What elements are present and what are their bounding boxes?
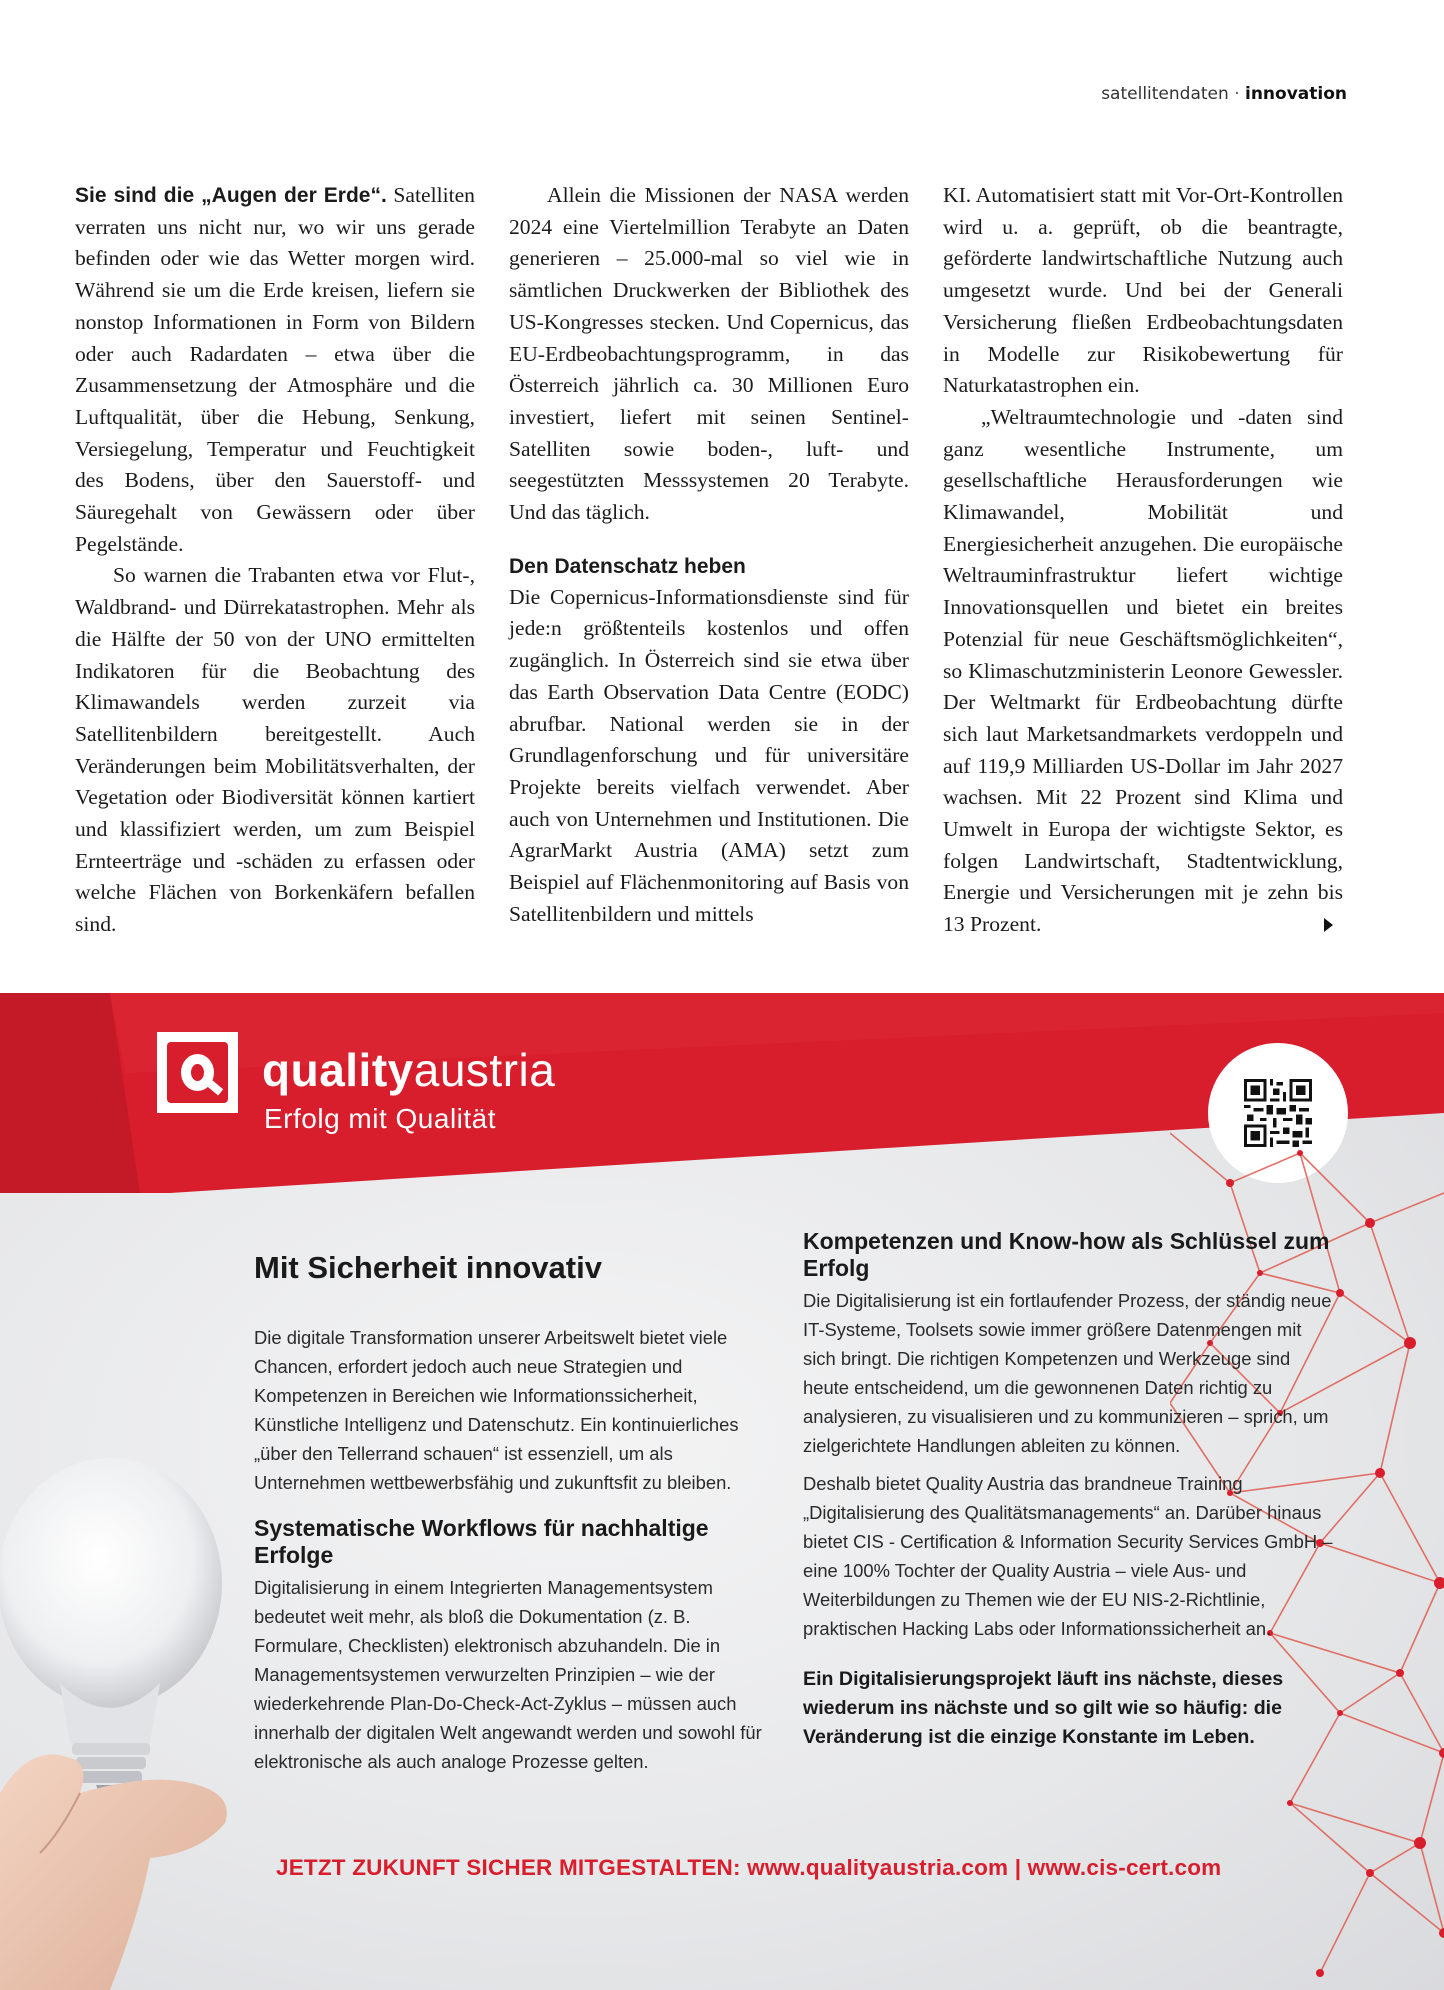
ad-heading-kompetenzen: Kompetenzen und Know-how als Schlüssel zum Erfolg [803, 1228, 1330, 1281]
brand-bold: quality [262, 1044, 414, 1096]
article-column-2 [509, 180, 909, 941]
ad-title: Mit Sicherheit innovativ [254, 1250, 602, 1285]
logo-icon [157, 1032, 238, 1113]
paragraph [943, 402, 1343, 941]
ad-intro: Die digitale Transformation unserer Arbeitswelt bietet viele Chancen, erfordert jedoch auch neue Strategien und Kompetenzen in Bereichen wie Informationssicherheit, Künstliche Intelligenz und Datenschutz. Ein kontinuierliches „über den Tellerrand schauen“ ist essenziell, um als Unternehmen wettbewerbsfähig und zukunftsfit zu bleiben. [254, 1327, 739, 1493]
article-column-1 [75, 180, 475, 941]
header-separator: · [1234, 84, 1240, 104]
brand-slogan: Erfolg mit Qualität [264, 1103, 497, 1134]
ad-closing-statement: Ein Digitalisierungsprojekt läuft ins nächste, dieses wiederum ins nächste und so gilt wie so häufig: die Veränderung ist die einzige Konstante im Leben. [803, 1668, 1284, 1748]
continue-arrow-icon [1324, 918, 1333, 932]
paragraph: Die Copernicus-Informationsdienste sind für jede:n größtenteils kostenlos und offen zugänglich. In Österreich sind sie etwa über das Earth Observation Data Centre (EODC) abrufbar. National werden sie in der Grundlagenforschung und für universitäre Projekte bereits vielfach verwendet. Aber auch von Unternehmen und Institutionen. Die AgrarMarkt Austria (AMA) setzt zum Beispiel auf Flächenmonitoring auf Basis von Satellitenbildern und mittels [509, 584, 909, 926]
lead-in: Sie sind die „Augen der Erde“. [75, 184, 387, 207]
ad-right-column [803, 1228, 1333, 1761]
ad-training-text: Deshalb bietet Quality Austria das brandneue Training „Digitalisierung des Qualitätsmanagements“ an. Darüber hinaus bietet CIS - Certification & Information Security Services GmbH – eine 100% Tochter der Quality Austria – viele Aus- und Weiterbildungen zu Themen wie der EU NIS-2-Richtlinie, praktischen Hacking Labs oder Informationssicherheit an. [803, 1473, 1333, 1639]
paragraph-text: „Weltraumtechnologie und -daten sind ganz wesentliche Instrumente, um gesellschaftliche Herausforderungen wie Klimawandel, Mobilität und Energiesicherheit anzugehen. Die europäische Weltrauminfrastruktur liefert wichtige Innovationsquellen und bietet ein breites Potenzial für neue Geschäftsmöglichkeiten“, so Klimaschutzministerin Leonore Gewessler. Der Weltmarkt für Erdbeobachtung dürfte sich laut Marketsandmarkets verdoppeln und auf 119,9 Milliarden US-Dollar im Jahr 2027 wachsen. Mit 22 Prozent sind Klima und Umwelt in Europa der wichtigste Sektor, es folgen Landwirtschaft, Stadtentwicklung, Energie und Versicherungen mit je zehn bis 13 Prozent. [943, 404, 1343, 937]
ad-workflows-text: Digitalisierung in einem Integrierten Managementsystem bedeutet weit mehr, als bloß die Dokumentation (z. B. Formulare, Checklisten) elektronisch abzuhandeln. Die in Managementsystemen verwurzelten Prinzipien – wie der wiederkehrende Plan-Do-Check-Act-Zyklus – müssen auch innerhalb der digitalen Welt angewandt werden und sowohl für elektronische als auch analoge Prozesse gelten. [254, 1577, 762, 1772]
quality-austria-advertisement [0, 993, 1444, 1990]
paragraph: KI. Automatisiert statt mit Vor-Ort-Kontrollen wird u. a. geprüft, ob die beantragte, geförderte landwirtschaftliche Nutzung auch umgesetzt wurde. Und bei der Generali Versicherung fließen Erdbeobachtungsdaten in Modelle zur Risikobewertung für Naturkatastrophen ein. [943, 183, 1343, 398]
header-category: innovation [1245, 84, 1347, 104]
brand-name [262, 1043, 555, 1097]
paragraph-text: Satelliten verraten uns nicht nur, wo wir uns gerade befinden oder wie das Wetter morgen wird. Während sie um die Erde kreisen, liefern sie nonstop Informationen in Form von Bildern oder auch Radardaten – etwa über die Zusammensetzung der Atmosphäre und die Luftqualität, über die Hebung, Senkung, Versiegelung, Temperatur und Feuchtigkeit des Bodens, über den Sauerstoff- und Säuregehalt von Gewässern oder über Pegelstände. [75, 183, 475, 556]
ad-kompetenzen-text: Die Digitalisierung ist ein fortlaufender Prozess, der ständig neue IT-Systeme, Toolsets sowie immer größere Datenmengen mit sich bringt. Die richtigen Kompetenzen und Werkzeuge sind heute entscheidend, um die gewonnenen Daten richtig zu analysieren, zu visualisieren und zu kommunizieren – sprich, um zielgerichtete Handlungen ableiten zu können. [803, 1290, 1332, 1456]
brand-light: austria [413, 1044, 556, 1096]
running-header [1101, 84, 1347, 104]
ad-heading-workflows: Systematische Workflows für nachhaltige Erfolge [254, 1515, 709, 1568]
paragraph: Allein die Missionen der NASA werden 2024 eine Viertelmillion Terabyte an Daten generieren – 25.000-mal so viel wie in sämtlichen Druckwerken der Bibliothek des US-Kongresses stecken. Und Copernicus, das EU-Erdbeobachtungsprogramm, in das Österreich jährlich ca. 30 Millionen Euro investiert, liefert mit seinen Sentinel-Satelliten sowie boden-, luft- und seegestützten Messsystemen 20 Terabyte. Und das täglich. [509, 183, 909, 525]
header-section: satellitendaten [1101, 84, 1229, 104]
article-column-3 [943, 180, 1343, 941]
paragraph: So warnen die Trabanten etwa vor Flut-, Waldbrand- und Dürrekatastrophen. Mehr als die Hälfte der 50 von der UNO ermittelten Indikatoren für die Beobachtung des Klimawandels werden zurzeit via Satellitenbildern bereitgestellt. Auch Veränderungen beim Mobilitätsverhalten, der Vegetation oder Biodiversität können kartiert und klassifiziert werden, um zum Beispiel Ernteerträge und -schäden zu erfassen oder welche Flächen von Borkenkäfern befallen sind. [75, 563, 475, 937]
paragraph [75, 180, 475, 560]
subheading: Den Datenschatz heben [509, 554, 746, 578]
ad-left-column [254, 1323, 784, 1776]
ad-call-to-action-link[interactable]: JETZT ZUKUNFT SICHER MITGESTALTEN: www.qualityaustria.com | www.cis-cert.com [276, 1855, 1222, 1880]
article-body [75, 180, 1347, 941]
